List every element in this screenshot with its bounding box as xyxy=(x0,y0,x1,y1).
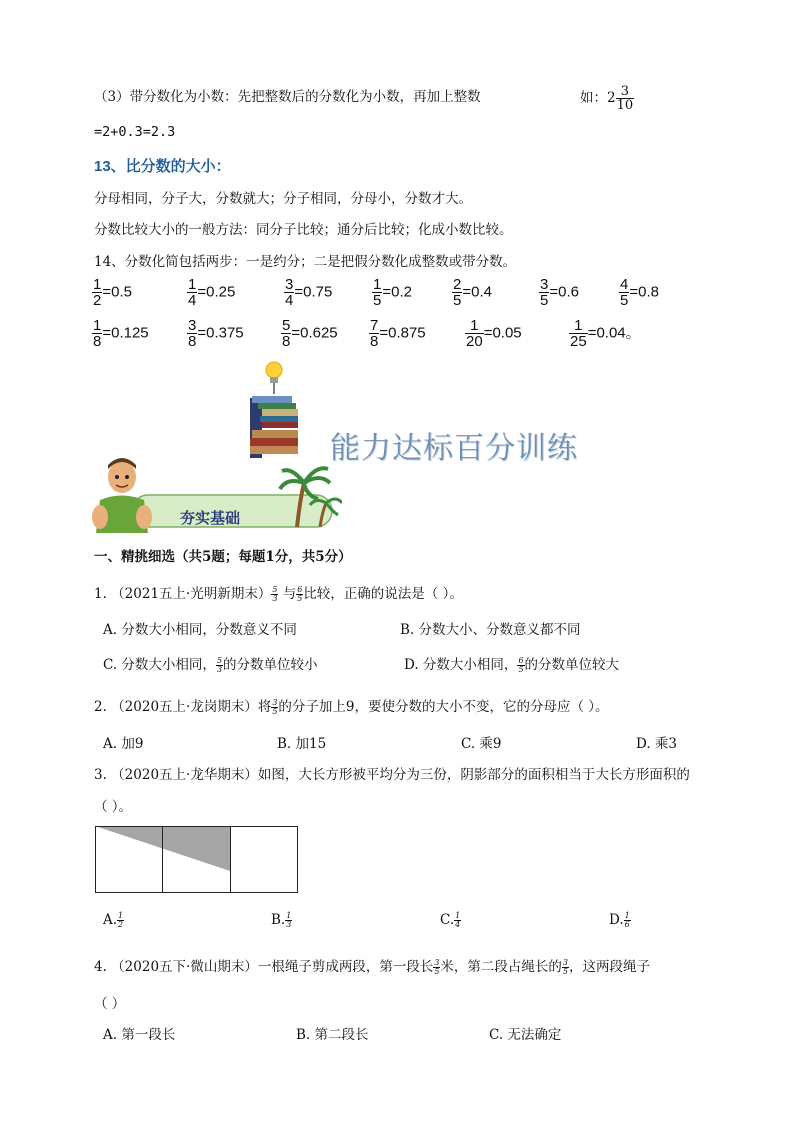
q2-stem: 2. （2020五上·龙岗期末）将 $\frac{3}{5}$ 的分子加上9，要使分数的大小不变，它的分母应（ ）。 xyxy=(94,698,609,716)
conversion-5-8: $\frac{5}{8}$ =0.625 xyxy=(282,317,338,350)
q1-stem: 1. （2021五上·光明新期末） $\frac{5}{3}$ 与 $\frac{6}{5}$ 比较，正确的说法是（ ）。 xyxy=(94,585,463,603)
q2-option-d[interactable]: D. 乘3 xyxy=(636,736,678,752)
section1-title: 一、精挑细选（共5题；每题1分，共5分） xyxy=(94,549,352,565)
item3-example: 如：2 $\frac{3}{10}$ xyxy=(580,84,634,113)
conversion-1-4: $\frac{1}{4}$ =0.25 xyxy=(188,276,236,309)
item-14: 14、分数化简包括两步：一是约分；二是把假分数化成整数或带分数。 xyxy=(94,254,517,270)
q3-option-b[interactable]: B. $\frac{1}{3}$ xyxy=(271,911,292,929)
conversion-1-8: $\frac{1}{8}$ =0.125 xyxy=(93,317,149,350)
q2-option-b[interactable]: B. 加15 xyxy=(277,736,327,752)
q1-option-b[interactable]: B. 分数大小、分数意义都不同 xyxy=(400,622,581,638)
q3-option-a[interactable]: A. $\frac{1}{2}$ xyxy=(103,911,124,929)
q4-option-b[interactable]: B. 第二段长 xyxy=(296,1027,369,1043)
conversion-2-5: $\frac{2}{5}$ =0.4 xyxy=(453,276,492,309)
conversion-3-8: $\frac{3}{8}$ =0.375 xyxy=(188,317,244,350)
q3-option-d[interactable]: D. $\frac{1}{6}$ xyxy=(609,911,630,929)
q3-stem-line1: 3. （2020五上·龙华期末）如图，大长方形被平均分为三份，阴影部分的面积相当于大长方形面积的 xyxy=(94,767,690,783)
conversion-1-25: $\frac{1}{25}$ =0.04。 xyxy=(570,317,641,350)
book-stack-icon xyxy=(250,396,298,458)
rule-2: 分数比较大小的一般方法：同分子比较；通分后比较；化成小数比较。 xyxy=(94,222,513,238)
item3-text: （3）带分数化为小数：先把整数后的分数化为小数，再加上整数 xyxy=(94,89,481,105)
q1-option-a[interactable]: A. 分数大小相同，分数意义不同 xyxy=(103,622,297,638)
q2-option-c[interactable]: C. 乘9 xyxy=(461,736,502,752)
conversion-3-4: $\frac{3}{4}$ =0.75 xyxy=(285,276,333,309)
q4-option-c[interactable]: C. 无法确定 xyxy=(489,1027,562,1043)
q4-stem-line2: （ ） xyxy=(94,996,126,1012)
banner-title: 能力达标百分训练 xyxy=(330,431,578,466)
q4-option-a[interactable]: A. 第一段长 xyxy=(103,1027,176,1043)
q1-option-c[interactable]: C. 分数大小相同， $\frac{5}{3}$ 的分数单位较小 xyxy=(103,656,318,674)
item3-result: =2+0.3=2.3 xyxy=(94,124,176,140)
q2-option-a[interactable]: A. 加9 xyxy=(103,736,144,752)
conversion-7-8: $\frac{7}{8}$ =0.875 xyxy=(370,317,426,350)
conversion-4-5: $\frac{4}{5}$ =0.8 xyxy=(620,276,659,309)
books-lightbulb-illustration xyxy=(244,360,324,460)
lightbulb-icon xyxy=(266,362,282,394)
q3-stem-line2: （ ）。 xyxy=(94,799,133,815)
conversion-1-20: $\frac{1}{20}$ =0.05 xyxy=(466,317,522,350)
conversion-1-5: $\frac{1}{5}$ =0.2 xyxy=(373,276,412,309)
conversion-1-2: $\frac{1}{2}$ =0.5 xyxy=(93,276,132,309)
q3-rectangle-figure xyxy=(95,826,298,893)
rule-1: 分母相同，分子大，分数就大；分子相同，分母小，分数才大。 xyxy=(94,191,472,207)
heading-13: 13、比分数的大小： xyxy=(94,158,231,175)
section-badge-title: 夯实基础 xyxy=(180,509,241,527)
conversion-3-5: $\frac{3}{5}$ =0.6 xyxy=(540,276,579,309)
q1-option-d[interactable]: D. 分数大小相同， $\frac{6}{5}$ 的分数单位较大 xyxy=(404,656,620,674)
q4-stem: 4. （2020五下·微山期末）一根绳子剪成两段，第一段长 $\frac{3}{5}$ 米，第二段占绳长的 $\frac{3}{5}$ ，这两段绳子 xyxy=(94,958,651,976)
q3-option-c[interactable]: C. $\frac{1}{4}$ xyxy=(440,911,461,929)
